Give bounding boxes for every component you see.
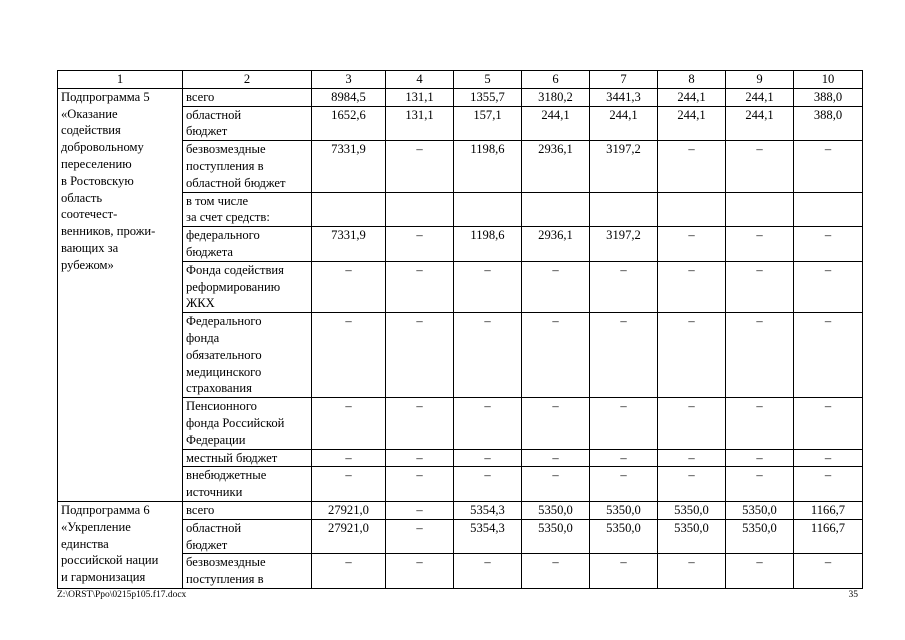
value-cell: – <box>312 449 386 467</box>
value-cell: 3180,2 <box>522 88 590 106</box>
funding-source: местный бюджет <box>183 449 312 467</box>
value-cell: – <box>386 227 454 262</box>
value-cell: 1198,6 <box>454 141 522 192</box>
value-cell: – <box>386 519 454 554</box>
value-cell: – <box>522 398 590 449</box>
footer-file-path: Z:\ORST\Ppo\0215p105.f17.docx <box>57 590 187 600</box>
column-header: 7 <box>590 71 658 89</box>
value-cell: 7331,9 <box>312 227 386 262</box>
funding-source: Фонда содействия реформированию ЖКХ <box>183 261 312 312</box>
value-cell: 5354,3 <box>454 501 522 519</box>
value-cell: – <box>794 313 863 398</box>
value-cell: – <box>726 227 794 262</box>
value-cell: – <box>454 467 522 502</box>
column-header: 8 <box>658 71 726 89</box>
value-cell: 27921,0 <box>312 501 386 519</box>
value-cell: – <box>454 261 522 312</box>
value-cell: – <box>312 261 386 312</box>
value-cell <box>794 192 863 227</box>
value-cell: – <box>726 554 794 589</box>
value-cell: – <box>794 467 863 502</box>
column-header: 1 <box>58 71 183 89</box>
header-row <box>58 71 863 89</box>
value-cell: – <box>658 467 726 502</box>
value-cell: – <box>590 261 658 312</box>
value-cell: – <box>312 398 386 449</box>
value-cell: 244,1 <box>658 88 726 106</box>
value-cell: – <box>794 141 863 192</box>
budget-table <box>57 70 863 589</box>
value-cell: – <box>658 227 726 262</box>
value-cell: – <box>522 467 590 502</box>
value-cell: 244,1 <box>726 88 794 106</box>
value-cell: 2936,1 <box>522 227 590 262</box>
funding-source: внебюджетные источники <box>183 467 312 502</box>
value-cell: 244,1 <box>522 106 590 141</box>
value-cell: 157,1 <box>454 106 522 141</box>
value-cell: 7331,9 <box>312 141 386 192</box>
value-cell: 5350,0 <box>522 501 590 519</box>
funding-source: всего <box>183 501 312 519</box>
value-cell: 244,1 <box>658 106 726 141</box>
value-cell: 5350,0 <box>590 519 658 554</box>
funding-source: Федерального фонда обязательного медицинского страхования <box>183 313 312 398</box>
funding-source: в том числе за счет средств: <box>183 192 312 227</box>
subprogram-label: Подпрограмма 6 «Укрепление единства российской нации и гармонизация <box>58 501 183 588</box>
value-cell: 5350,0 <box>658 519 726 554</box>
page-number: 35 <box>848 590 858 600</box>
value-cell: 1652,6 <box>312 106 386 141</box>
value-cell <box>312 192 386 227</box>
value-cell: – <box>590 398 658 449</box>
value-cell: – <box>794 554 863 589</box>
value-cell: – <box>658 261 726 312</box>
value-cell: – <box>522 554 590 589</box>
value-cell: 388,0 <box>794 88 863 106</box>
funding-source: всего <box>183 88 312 106</box>
value-cell: – <box>726 467 794 502</box>
value-cell: 3197,2 <box>590 141 658 192</box>
value-cell: – <box>658 449 726 467</box>
column-header: 9 <box>726 71 794 89</box>
value-cell: – <box>386 449 454 467</box>
value-cell: 5354,3 <box>454 519 522 554</box>
value-cell: – <box>726 313 794 398</box>
value-cell: – <box>454 398 522 449</box>
subprogram-label: Подпрограмма 5 «Оказание содействия добровольному переселению в Ростовскую область соотечест- венников, прожи- вающих за рубежом» <box>58 88 183 501</box>
value-cell: – <box>312 467 386 502</box>
value-cell <box>386 192 454 227</box>
value-cell: 1166,7 <box>794 519 863 554</box>
value-cell: 5350,0 <box>726 519 794 554</box>
value-cell: – <box>386 313 454 398</box>
value-cell: – <box>590 449 658 467</box>
value-cell: – <box>386 554 454 589</box>
value-cell: – <box>726 449 794 467</box>
value-cell: – <box>522 261 590 312</box>
value-cell: 244,1 <box>590 106 658 141</box>
value-cell <box>726 192 794 227</box>
value-cell: 1355,7 <box>454 88 522 106</box>
value-cell: 5350,0 <box>522 519 590 554</box>
value-cell: – <box>386 467 454 502</box>
funding-source: безвозмездные поступления в областной бюджет <box>183 141 312 192</box>
value-cell: 5350,0 <box>726 501 794 519</box>
value-cell: 1198,6 <box>454 227 522 262</box>
value-cell: – <box>658 398 726 449</box>
value-cell: 8984,5 <box>312 88 386 106</box>
value-cell: – <box>658 554 726 589</box>
funding-source: безвозмездные поступления в <box>183 554 312 589</box>
value-cell: 5350,0 <box>658 501 726 519</box>
value-cell: – <box>522 449 590 467</box>
column-header: 5 <box>454 71 522 89</box>
value-cell: – <box>658 313 726 398</box>
funding-source: федерального бюджета <box>183 227 312 262</box>
value-cell: – <box>454 554 522 589</box>
value-cell: – <box>522 313 590 398</box>
value-cell: – <box>590 554 658 589</box>
funding-source: Пенсионного фонда Российской Федерации <box>183 398 312 449</box>
value-cell: – <box>386 261 454 312</box>
column-header: 10 <box>794 71 863 89</box>
value-cell: – <box>726 141 794 192</box>
value-cell <box>590 192 658 227</box>
value-cell: – <box>794 227 863 262</box>
value-cell: – <box>454 313 522 398</box>
value-cell: – <box>590 467 658 502</box>
value-cell: 131,1 <box>386 106 454 141</box>
table-row <box>58 501 863 519</box>
value-cell: 2936,1 <box>522 141 590 192</box>
value-cell: – <box>590 313 658 398</box>
value-cell: – <box>386 501 454 519</box>
value-cell: – <box>454 449 522 467</box>
column-header: 6 <box>522 71 590 89</box>
value-cell: 27921,0 <box>312 519 386 554</box>
value-cell: – <box>794 449 863 467</box>
value-cell: – <box>794 261 863 312</box>
value-cell: – <box>312 554 386 589</box>
column-header: 3 <box>312 71 386 89</box>
table-body <box>58 71 863 589</box>
value-cell <box>522 192 590 227</box>
value-cell <box>454 192 522 227</box>
value-cell: 5350,0 <box>590 501 658 519</box>
value-cell: – <box>726 261 794 312</box>
value-cell: – <box>726 398 794 449</box>
column-header: 4 <box>386 71 454 89</box>
budget-table-container <box>57 70 863 589</box>
value-cell: – <box>312 313 386 398</box>
value-cell: 131,1 <box>386 88 454 106</box>
value-cell: 388,0 <box>794 106 863 141</box>
value-cell: – <box>658 141 726 192</box>
value-cell: – <box>794 398 863 449</box>
column-header: 2 <box>183 71 312 89</box>
table-row <box>58 88 863 106</box>
value-cell: – <box>386 398 454 449</box>
value-cell: 3197,2 <box>590 227 658 262</box>
funding-source: областной бюджет <box>183 106 312 141</box>
value-cell: 244,1 <box>726 106 794 141</box>
funding-source: областной бюджет <box>183 519 312 554</box>
value-cell: – <box>386 141 454 192</box>
value-cell: 3441,3 <box>590 88 658 106</box>
value-cell <box>658 192 726 227</box>
value-cell: 1166,7 <box>794 501 863 519</box>
